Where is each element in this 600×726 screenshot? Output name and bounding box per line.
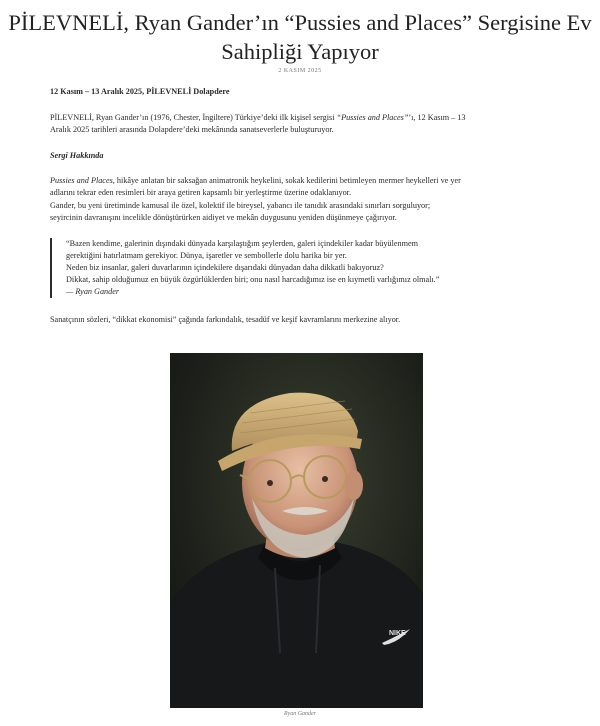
description-exhibition-title: Pussies and Places [50, 176, 113, 186]
article-body [50, 86, 555, 326]
description-line3: Gander, bu yeni üretiminde kamusal ile özel, kolektif ile bireysel, yabancı ile tanıdık arasındaki sınırları sorguluyor; [50, 200, 431, 210]
event-dates-venue: 12 Kasım – 13 Aralık 2025, PİLEVNELİ Dolapdere [50, 87, 230, 96]
artist-portrait [170, 353, 423, 708]
description-line4: seyircinin davranışını incelikle dönüştürürken aidiyet ve mekân duygusunu yeniden düşünmeye çağırıyor. [50, 212, 397, 222]
article-title-line2: Sahipliği Yapıyor [221, 39, 379, 64]
section-heading: Sergi Hakkında [50, 151, 104, 161]
publish-date: 2 KASIM 2025 [278, 68, 322, 74]
article-title [0, 0, 600, 66]
description-line2: adlarını tekrar eden resimleri bir araya getiren kapsamlı bir yerleştirme üzerine odaklanıyor. [50, 188, 351, 198]
quote-author: — Ryan Gander [66, 287, 120, 297]
quote-line-1: “Bazen kendime, galerinin dışındaki dünyada karşılaştığım şeylerden, galeri içindekiler kadar büyülenmem [66, 238, 418, 248]
photo-caption: Ryan Gander [283, 711, 317, 717]
portrait-illustration [170, 353, 423, 708]
intro-text-line2: Aralık 2025 tarihleri arasında Dolapdere’deki mekânında sanatseverlerle buluşturuyor. [50, 125, 334, 135]
intro-text-b: ’ı, 12 Kasım – 13 [408, 113, 466, 123]
intro-text-a: PİLEVNELİ, Ryan Gander’ın (1976, Chester, İngiltere) Türkiye’deki ilk kişisel sergisi [50, 113, 337, 123]
quote-line-4: Dikkat, sahip olduğumuz en büyük özgürlüklerden biri; onu nasıl harcadığımız ise en kıymetli varlığımız olmalı.” [66, 275, 440, 285]
intro-paragraph [50, 112, 555, 136]
intro-exhibition-title: “Pussies and Places” [336, 113, 409, 123]
nike-logo-text: NIKE [389, 630, 406, 637]
quote-line-2: gerektiğini hatırlatmam gerekiyor. Dünya, işaretler ve sembollerle dolu harika bir yer. [66, 250, 347, 260]
description-line1: , hikâye anlatan bir saksağan animatronik heykelini, sokak kedilerini betimleyen mermer heykelleri ve yer [112, 176, 461, 186]
description-paragraph [50, 175, 555, 223]
quote-line-3: Neden biz insanlar, galeri duvarlarının içindekilere dışarıdaki dünyadan daha dikkatli bakıyoruz? [66, 262, 384, 272]
article-title-line1: PİLEVNELİ, Ryan Gander’ın “Pussies and Places” Sergisine Ev [8, 10, 592, 35]
artist-quote [50, 238, 555, 298]
closing-paragraph: Sanatçının sözleri, “dikkat ekonomisi” çağında farkındalık, tesadüf ve keşif kavramlarını merkezine alıyor. [50, 315, 401, 325]
